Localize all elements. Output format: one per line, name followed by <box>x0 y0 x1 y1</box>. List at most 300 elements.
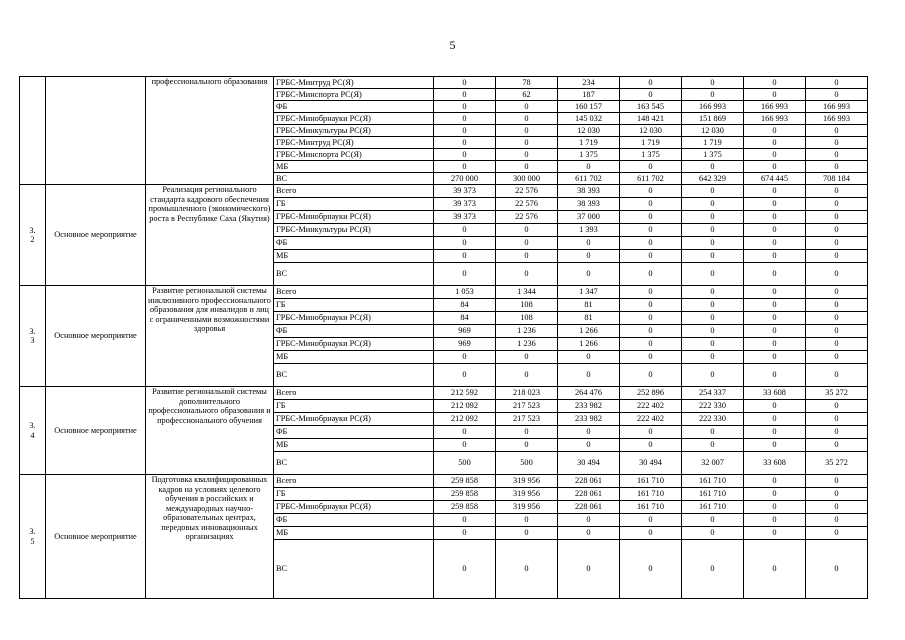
value-cell: 0 <box>434 224 496 237</box>
value-cell: 0 <box>744 351 806 364</box>
value-cell: 0 <box>496 113 558 125</box>
funding-source: ГБ <box>274 400 434 413</box>
value-cell: 0 <box>620 439 682 452</box>
value-cell: 0 <box>434 113 496 125</box>
value-cell: 0 <box>496 364 558 387</box>
funding-source: ГРБС-Минспорта РС(Я) <box>274 149 434 161</box>
value-cell: 0 <box>682 426 744 439</box>
value-cell: 642 329 <box>682 173 744 185</box>
value-cell: 12 030 <box>682 125 744 137</box>
value-cell: 0 <box>682 312 744 325</box>
value-cell: 0 <box>806 325 868 338</box>
value-cell: 0 <box>806 224 868 237</box>
value-cell: 1 719 <box>620 137 682 149</box>
value-cell: 0 <box>744 312 806 325</box>
value-cell: 222 330 <box>682 400 744 413</box>
value-cell: 148 421 <box>620 113 682 125</box>
value-cell: 0 <box>434 161 496 173</box>
value-cell: 0 <box>744 400 806 413</box>
value-cell: 0 <box>496 101 558 113</box>
value-cell: 611 702 <box>558 173 620 185</box>
funding-source: МБ <box>274 250 434 263</box>
table-row <box>20 77 868 89</box>
value-cell: 0 <box>620 77 682 89</box>
value-cell: 108 <box>496 312 558 325</box>
value-cell: 0 <box>434 263 496 286</box>
value-cell: 30 494 <box>620 452 682 475</box>
value-cell: 0 <box>682 185 744 198</box>
value-cell: 212 092 <box>434 400 496 413</box>
value-cell: 233 982 <box>558 413 620 426</box>
event-type: Основное мероприятие <box>46 185 146 286</box>
value-cell: 35 272 <box>806 387 868 400</box>
value-cell: 0 <box>496 237 558 250</box>
funding-source: МБ <box>274 439 434 452</box>
value-cell: 0 <box>620 185 682 198</box>
value-cell: 217 523 <box>496 413 558 426</box>
value-cell: 0 <box>682 250 744 263</box>
value-cell: 217 523 <box>496 400 558 413</box>
value-cell: 233 982 <box>558 400 620 413</box>
value-cell: 0 <box>434 514 496 527</box>
value-cell: 0 <box>434 101 496 113</box>
event-name: Развитие региональной системы инклюзивного профессионального образования для инвалидов и лиц с ограниченными возможностями здоровья <box>146 286 274 387</box>
value-cell: 0 <box>806 540 868 599</box>
value-cell: 0 <box>744 439 806 452</box>
value-cell: 228 061 <box>558 475 620 488</box>
value-cell: 0 <box>744 540 806 599</box>
value-cell: 218 023 <box>496 387 558 400</box>
value-cell: 108 <box>496 299 558 312</box>
page-number: 5 <box>449 38 456 52</box>
funding-source: ГРБС-Минобрнауки РС(Я) <box>274 211 434 224</box>
funding-source: ГРБС-Минтруд РС(Я) <box>274 77 434 89</box>
value-cell: 0 <box>434 77 496 89</box>
value-cell: 0 <box>806 488 868 501</box>
value-cell: 0 <box>496 426 558 439</box>
value-cell: 259 858 <box>434 501 496 514</box>
value-cell: 0 <box>806 338 868 351</box>
value-cell: 0 <box>806 185 868 198</box>
value-cell: 0 <box>682 299 744 312</box>
value-cell: 84 <box>434 299 496 312</box>
value-cell: 22 576 <box>496 211 558 224</box>
value-cell: 0 <box>496 149 558 161</box>
value-cell: 264 476 <box>558 387 620 400</box>
value-cell: 0 <box>496 351 558 364</box>
value-cell: 0 <box>434 89 496 101</box>
value-cell: 0 <box>806 426 868 439</box>
value-cell: 0 <box>744 77 806 89</box>
value-cell: 0 <box>806 501 868 514</box>
value-cell: 0 <box>682 224 744 237</box>
funding-source: ФБ <box>274 237 434 250</box>
funding-source: ГРБС-Минтруд РС(Я) <box>274 137 434 149</box>
value-cell: 0 <box>558 351 620 364</box>
value-cell: 0 <box>620 211 682 224</box>
value-cell: 0 <box>620 250 682 263</box>
value-cell: 0 <box>744 250 806 263</box>
value-cell: 0 <box>620 224 682 237</box>
value-cell: 0 <box>806 237 868 250</box>
value-cell: 0 <box>496 137 558 149</box>
value-cell: 0 <box>744 161 806 173</box>
value-cell: 62 <box>496 89 558 101</box>
value-cell: 1 347 <box>558 286 620 299</box>
value-cell: 0 <box>558 364 620 387</box>
value-cell: 0 <box>806 89 868 101</box>
value-cell: 0 <box>806 299 868 312</box>
value-cell: 160 157 <box>558 101 620 113</box>
value-cell: 500 <box>434 452 496 475</box>
value-cell: 0 <box>682 237 744 250</box>
value-cell: 81 <box>558 312 620 325</box>
value-cell: 0 <box>434 250 496 263</box>
value-cell: 166 993 <box>806 101 868 113</box>
funding-source: МБ <box>274 351 434 364</box>
value-cell: 0 <box>806 413 868 426</box>
value-cell: 0 <box>744 426 806 439</box>
value-cell: 0 <box>806 312 868 325</box>
value-cell: 0 <box>682 198 744 211</box>
value-cell: 0 <box>496 527 558 540</box>
funding-source: ВС <box>274 364 434 387</box>
value-cell: 0 <box>806 161 868 173</box>
funding-source: ГРБС-Минобрнауки РС(Я) <box>274 413 434 426</box>
value-cell: 37 000 <box>558 211 620 224</box>
value-cell: 12 030 <box>558 125 620 137</box>
value-cell: 212 092 <box>434 413 496 426</box>
value-cell: 30 494 <box>558 452 620 475</box>
value-cell: 300 000 <box>496 173 558 185</box>
value-cell: 0 <box>682 77 744 89</box>
value-cell: 234 <box>558 77 620 89</box>
value-cell: 0 <box>682 325 744 338</box>
value-cell: 0 <box>744 364 806 387</box>
value-cell: 0 <box>434 527 496 540</box>
value-cell: 1 053 <box>434 286 496 299</box>
value-cell: 35 272 <box>806 452 868 475</box>
value-cell: 1 266 <box>558 338 620 351</box>
value-cell: 1 375 <box>558 149 620 161</box>
value-cell: 0 <box>806 351 868 364</box>
value-cell: 0 <box>620 351 682 364</box>
value-cell: 0 <box>558 237 620 250</box>
value-cell: 0 <box>744 125 806 137</box>
value-cell: 0 <box>434 439 496 452</box>
value-cell: 0 <box>682 540 744 599</box>
funding-source: ФБ <box>274 325 434 338</box>
value-cell: 166 993 <box>806 113 868 125</box>
value-cell: 0 <box>620 198 682 211</box>
funding-source: ГРБС-Минобрнауки РС(Я) <box>274 338 434 351</box>
value-cell: 0 <box>806 263 868 286</box>
funding-source: ГРБС-Минспорта РС(Я) <box>274 89 434 101</box>
event-name: Подготовка квалифицированных кадров на условиях целевого обучения в российских и международных научно-образовательных центрах, передовых инновационных организациях <box>146 475 274 599</box>
value-cell: 1 393 <box>558 224 620 237</box>
value-cell: 1 236 <box>496 325 558 338</box>
value-cell: 0 <box>434 426 496 439</box>
value-cell: 319 956 <box>496 501 558 514</box>
value-cell: 319 956 <box>496 488 558 501</box>
event-type: Основное мероприятие <box>46 286 146 387</box>
row-index: 3. 2 <box>20 185 46 286</box>
table-row <box>20 475 868 488</box>
funding-source: ФБ <box>274 514 434 527</box>
value-cell: 151 869 <box>682 113 744 125</box>
value-cell: 0 <box>434 540 496 599</box>
value-cell: 0 <box>620 286 682 299</box>
value-cell: 228 061 <box>558 488 620 501</box>
value-cell: 0 <box>496 263 558 286</box>
value-cell: 0 <box>744 527 806 540</box>
value-cell: 1 236 <box>496 338 558 351</box>
value-cell: 0 <box>558 540 620 599</box>
funding-source: ФБ <box>274 426 434 439</box>
value-cell: 254 337 <box>682 387 744 400</box>
value-cell: 708 184 <box>806 173 868 185</box>
funding-source: ВС <box>274 173 434 185</box>
value-cell: 161 710 <box>682 501 744 514</box>
value-cell: 259 858 <box>434 475 496 488</box>
value-cell: 38 393 <box>558 198 620 211</box>
value-cell: 0 <box>806 149 868 161</box>
value-cell: 0 <box>744 413 806 426</box>
value-cell: 212 592 <box>434 387 496 400</box>
value-cell: 0 <box>558 439 620 452</box>
value-cell: 0 <box>496 250 558 263</box>
value-cell: 0 <box>744 198 806 211</box>
value-cell: 0 <box>806 211 868 224</box>
value-cell: 0 <box>806 137 868 149</box>
value-cell: 0 <box>806 250 868 263</box>
funding-source: ВС <box>274 452 434 475</box>
value-cell: 674 445 <box>744 173 806 185</box>
value-cell: 161 710 <box>682 488 744 501</box>
value-cell: 0 <box>620 161 682 173</box>
value-cell: 0 <box>434 351 496 364</box>
value-cell: 0 <box>806 514 868 527</box>
value-cell: 0 <box>434 237 496 250</box>
table-row <box>20 387 868 400</box>
funding-source: ГРБС-Минобрнауки РС(Я) <box>274 312 434 325</box>
value-cell: 163 545 <box>620 101 682 113</box>
value-cell: 0 <box>744 488 806 501</box>
value-cell: 0 <box>496 540 558 599</box>
value-cell: 166 993 <box>682 101 744 113</box>
event-name: Развитие региональной системы дополнительного профессионального образования и профессионального обучения <box>146 387 274 475</box>
value-cell: 0 <box>744 237 806 250</box>
value-cell: 0 <box>620 540 682 599</box>
funding-source: ГБ <box>274 299 434 312</box>
funding-source: Всего <box>274 185 434 198</box>
value-cell: 0 <box>496 125 558 137</box>
value-cell: 222 330 <box>682 413 744 426</box>
event-type <box>46 77 146 185</box>
value-cell: 0 <box>806 400 868 413</box>
value-cell: 0 <box>558 250 620 263</box>
value-cell: 0 <box>620 364 682 387</box>
value-cell: 0 <box>682 89 744 101</box>
value-cell: 0 <box>682 161 744 173</box>
funding-source: МБ <box>274 527 434 540</box>
value-cell: 161 710 <box>682 475 744 488</box>
value-cell: 0 <box>806 286 868 299</box>
value-cell: 166 993 <box>744 101 806 113</box>
value-cell: 0 <box>806 364 868 387</box>
value-cell: 1 375 <box>682 149 744 161</box>
value-cell: 0 <box>744 338 806 351</box>
value-cell: 0 <box>496 439 558 452</box>
budget-table <box>19 76 868 599</box>
value-cell: 228 061 <box>558 501 620 514</box>
row-index: 3. 3 <box>20 286 46 387</box>
event-name: Реализация регионального стандарта кадрового обеспечения промышленного (экономического) роста в Республике Саха (Якутия) <box>146 185 274 286</box>
value-cell: 0 <box>806 77 868 89</box>
value-cell: 0 <box>620 312 682 325</box>
value-cell: 0 <box>744 325 806 338</box>
value-cell: 0 <box>744 89 806 101</box>
value-cell: 166 993 <box>744 113 806 125</box>
funding-source: Всего <box>274 387 434 400</box>
value-cell: 0 <box>620 299 682 312</box>
value-cell: 0 <box>682 527 744 540</box>
value-cell: 0 <box>806 125 868 137</box>
value-cell: 39 373 <box>434 185 496 198</box>
value-cell: 1 266 <box>558 325 620 338</box>
value-cell: 0 <box>682 286 744 299</box>
value-cell: 0 <box>682 439 744 452</box>
value-cell: 0 <box>496 161 558 173</box>
value-cell: 0 <box>744 501 806 514</box>
funding-source: ГРБС-Минобрнауки РС(Я) <box>274 113 434 125</box>
row-index: 3. 4 <box>20 387 46 475</box>
funding-source: ГРБС-Минобрнауки РС(Я) <box>274 501 434 514</box>
value-cell: 0 <box>434 137 496 149</box>
value-cell: 1 719 <box>682 137 744 149</box>
funding-source: ГБ <box>274 488 434 501</box>
funding-source: Всего <box>274 475 434 488</box>
value-cell: 0 <box>682 338 744 351</box>
value-cell: 0 <box>434 364 496 387</box>
value-cell: 0 <box>682 211 744 224</box>
value-cell: 161 710 <box>620 488 682 501</box>
value-cell: 319 956 <box>496 475 558 488</box>
value-cell: 0 <box>496 514 558 527</box>
value-cell: 0 <box>806 475 868 488</box>
value-cell: 0 <box>682 351 744 364</box>
value-cell: 0 <box>744 263 806 286</box>
value-cell: 0 <box>558 426 620 439</box>
value-cell: 0 <box>744 286 806 299</box>
value-cell: 39 373 <box>434 211 496 224</box>
value-cell: 0 <box>558 527 620 540</box>
funding-source: ГБ <box>274 198 434 211</box>
value-cell: 611 702 <box>620 173 682 185</box>
value-cell: 0 <box>744 211 806 224</box>
value-cell: 0 <box>558 263 620 286</box>
value-cell: 81 <box>558 299 620 312</box>
value-cell: 22 576 <box>496 185 558 198</box>
value-cell: 0 <box>620 514 682 527</box>
event-type: Основное мероприятие <box>46 387 146 475</box>
funding-source: ГРБС-Минкультуры РС(Я) <box>274 125 434 137</box>
table-row <box>20 286 868 299</box>
event-name: профессионального образования <box>146 77 274 185</box>
value-cell: 161 710 <box>620 501 682 514</box>
value-cell: 259 858 <box>434 488 496 501</box>
value-cell: 39 373 <box>434 198 496 211</box>
value-cell: 969 <box>434 325 496 338</box>
row-index <box>20 77 46 185</box>
event-type: Основное мероприятие <box>46 475 146 599</box>
value-cell: 1 344 <box>496 286 558 299</box>
value-cell: 0 <box>434 125 496 137</box>
value-cell: 0 <box>620 325 682 338</box>
value-cell: 969 <box>434 338 496 351</box>
value-cell: 145 032 <box>558 113 620 125</box>
value-cell: 0 <box>620 338 682 351</box>
funding-source: ГРБС-Минкультуры РС(Я) <box>274 224 434 237</box>
value-cell: 0 <box>744 149 806 161</box>
value-cell: 33 608 <box>744 387 806 400</box>
value-cell: 0 <box>620 237 682 250</box>
value-cell: 0 <box>496 224 558 237</box>
funding-source: ВС <box>274 263 434 286</box>
funding-source: МБ <box>274 161 434 173</box>
value-cell: 0 <box>620 527 682 540</box>
value-cell: 161 710 <box>620 475 682 488</box>
value-cell: 0 <box>620 263 682 286</box>
value-cell: 0 <box>744 475 806 488</box>
value-cell: 0 <box>558 161 620 173</box>
value-cell: 0 <box>558 514 620 527</box>
value-cell: 22 576 <box>496 198 558 211</box>
value-cell: 0 <box>620 89 682 101</box>
value-cell: 0 <box>744 299 806 312</box>
value-cell: 252 896 <box>620 387 682 400</box>
value-cell: 1 375 <box>620 149 682 161</box>
value-cell: 270 000 <box>434 173 496 185</box>
value-cell: 0 <box>682 514 744 527</box>
value-cell: 0 <box>744 224 806 237</box>
value-cell: 0 <box>620 426 682 439</box>
value-cell: 1 719 <box>558 137 620 149</box>
value-cell: 12 030 <box>620 125 682 137</box>
funding-source: ВС <box>274 540 434 599</box>
value-cell: 33 608 <box>744 452 806 475</box>
value-cell: 38 393 <box>558 185 620 198</box>
value-cell: 500 <box>496 452 558 475</box>
table-row <box>20 185 868 198</box>
value-cell: 222 402 <box>620 400 682 413</box>
value-cell: 0 <box>744 137 806 149</box>
value-cell: 0 <box>682 364 744 387</box>
value-cell: 0 <box>806 527 868 540</box>
value-cell: 0 <box>806 439 868 452</box>
value-cell: 187 <box>558 89 620 101</box>
funding-source: ФБ <box>274 101 434 113</box>
value-cell: 0 <box>744 185 806 198</box>
funding-source: Всего <box>274 286 434 299</box>
value-cell: 78 <box>496 77 558 89</box>
value-cell: 222 402 <box>620 413 682 426</box>
value-cell: 0 <box>682 263 744 286</box>
row-index: 3. 5 <box>20 475 46 599</box>
value-cell: 32 007 <box>682 452 744 475</box>
value-cell: 84 <box>434 312 496 325</box>
value-cell: 0 <box>434 149 496 161</box>
